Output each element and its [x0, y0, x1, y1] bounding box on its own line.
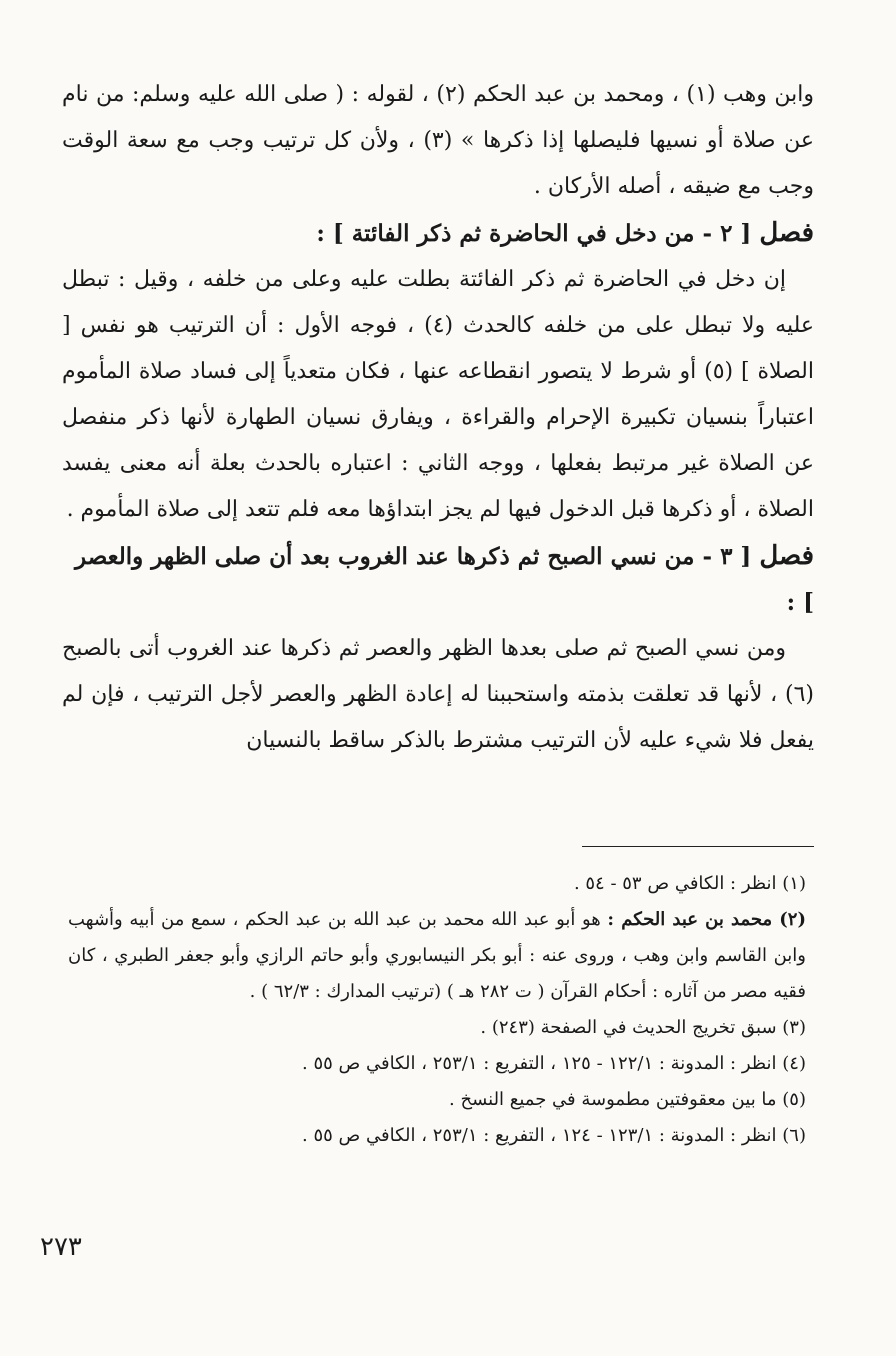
section-heading-3 — [62, 533, 814, 626]
section-heading-2 — [62, 210, 814, 257]
section-heading-3-lead: فصل — [759, 541, 814, 571]
footnote-5: (٥) ما بين معقوفتين مطموسة في جميع النسخ . — [449, 1089, 806, 1110]
footnote-1: (١) انظر : الكافي ص ٥٣ - ٥٤ . — [573, 873, 806, 894]
footnote-6: (٦) انظر : المدونة : ١٢٣/١ - ١٢٤ ، التفريع : ٢٥٣/١ ، الكافي ص ٥٥ . — [301, 1125, 806, 1146]
paragraph-3: ومن نسي الصبح ثم صلى بعدها الظهر والعصر ثم ذكرها عند الغروب أتى بالصبح (٦) ، لأنها قد تعلقت بذمته واستحببنا له إعادة الظهر والعصر لأجل الترتيب ، فإن لم يفعل فلا شيء عليه لأن الترتيب مشترط بالذكر ساقط بالنسيان — [62, 636, 814, 753]
section-heading-2-title: [ ٢ - من دخل في الحاضرة ثم ذكر الفائتة ] : — [316, 220, 752, 247]
footnote-4: (٤) انظر : المدونة : ١٢٢/١ - ١٢٥ ، التفريع : ٢٥٣/١ ، الكافي ص ٥٥ . — [301, 1053, 806, 1074]
footnote-2-title: (٢) محمد بن عبد الحكم : — [607, 909, 806, 930]
footnote-2-text: هو أبو عبد الله محمد بن عبد الله بن عبد الحكم ، سمع من أبيه وأشهب وابن القاسم وابن وهب ، وروى عنه : أبو بكر النيسابوري وأبو حاتم الرازي وأبو جعفر الطبري ، كان فقيه مصر من آثاره : أحكام القرآن ( ت ٢٨٢ هـ ) (ترتيب المدارك : ٦٢/٣ ) . — [68, 909, 806, 1002]
paragraph-1: وابن وهب (١) ، ومحمد بن عبد الحكم (٢) ، لقوله : ( صلى الله عليه وسلم: من نام عن صلاة أو نسيها فليصلها إذا ذكرها » (٣) ، ولأن كل ترتيب وجب مع سعة الوقت وجب مع ضيقه ، أصله الأركان . — [62, 82, 814, 199]
page-number: ٢٧٣ — [40, 1232, 82, 1262]
section-heading-3-title: [ ٣ - من نسي الصبح ثم ذكرها عند الغروب بعد أن صلى الظهر والعصر ] : — [75, 543, 814, 616]
footnote-divider — [582, 846, 814, 847]
section-heading-2-lead: فصل — [759, 218, 814, 248]
footnotes — [68, 866, 806, 1154]
footnote-3: (٣) سبق تخريج الحديث في الصفحة (٢٤٣) . — [480, 1017, 806, 1038]
main-text — [62, 72, 814, 764]
paragraph-2: إن دخل في الحاضرة ثم ذكر الفائتة بطلت عليه وعلى من خلفه ، وقيل : تبطل عليه ولا تبطل على من خلفه كالحدث (٤) ، فوجه الأول : أن الترتيب هو نفس [ الصلاة ] (٥) أو شرط لا يتصور انقطاعه عنها ، فكان متعدياً إلى فساد صلاة المأموم اعتباراً بنسيان تكبيرة الإحرام والقراءة ، ويفارق نسيان الطهارة لأنها ذكر منفصل عن الصلاة غير مرتبط بفعلها ، ووجه الثاني : اعتباره بالحدث بعلة أنه معنى يفسد الصلاة ، أو ذكرها قبل الدخول فيها لم يجز ابتداؤها معه فلم تتعد إلى صلاة المأموم . — [62, 267, 815, 522]
footnote-2 — [68, 902, 806, 1010]
